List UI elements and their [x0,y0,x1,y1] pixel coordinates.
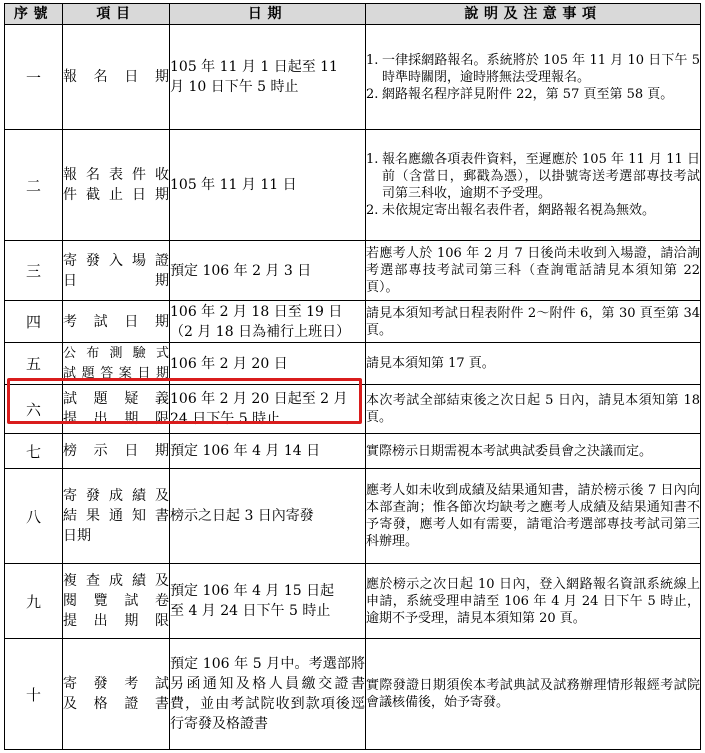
row-item [63,434,170,469]
row-date [170,343,366,385]
date-line: 預定 106 年 4 月 14 日 [170,443,321,459]
header-date: 日期 [170,4,366,25]
table-row [5,343,701,385]
row-item [63,469,170,564]
note-text: 本次考試全部結束後之次日起 5 日內，請見本須知第 18 頁。 [366,393,700,425]
date-line: 至 4 月 24 日下午 5 時止 [170,603,331,619]
note-item: 2. 未依規定寄出報名表件者，網路報名視為無效。 [366,203,656,218]
item-line: 寄發成績及 [63,488,169,504]
note-text: 應於榜示之次日起 10 日內，登入網路報名資訊系統線上申請，系統受理申請至 106 年 4 月 24 日下午 5 時止，逾期不予受理，請見本須知第 20 頁。 [366,576,700,626]
row-note [366,385,701,434]
row-date [170,469,366,564]
date-line: （2 月 18 日為補行上班日） [170,323,351,340]
note-item: 1. 一律採網路報名。系統將於 105 年 11 月 10 日下午 5 時準時關閉，逾時將無法受理報名。 [366,52,700,85]
header-note: 說明及注意事項 [366,4,701,25]
note-text: 若應考人於 106 年 2 月 7 日後尚未收到入場證，請洽詢考選部專技考試司第三科（查詢電話請見本須知第 22 頁）。 [366,246,700,295]
table-row [5,564,701,639]
row-note [366,130,701,241]
row-date [170,385,366,434]
note-text: 實際榜示日期需視本考試典試委員會之決議而定。 [366,443,653,459]
table-row [5,301,701,343]
item-line: 報名表件收 [63,167,169,183]
row-date [170,564,366,639]
row-item [63,25,170,130]
item-line: 閱覽試卷 [63,593,169,609]
exam-schedule-table [4,3,701,750]
table-row [5,469,701,564]
date-line: 月 10 日下午 5 時止 [170,79,299,95]
row-seq: 三 [5,241,63,301]
row-date [170,25,366,130]
item-line: 及格證書 [63,696,169,712]
item-line: 日期 [63,528,91,544]
date-line: 106 年 2 月 18 日至 19 日 [170,303,343,320]
row-item [63,639,170,750]
table-header-row [5,4,701,25]
row-item [63,130,170,241]
row-note [366,564,701,639]
item-line: 寄發考試 [63,676,169,692]
row-seq: 二 [5,130,63,241]
row-note [366,639,701,750]
row-item [63,385,170,434]
row-date [170,434,366,469]
table-row [5,130,701,241]
date-line: 預定 106 年 4 月 15 日起 [170,583,335,599]
item-line: 公布測驗式 [63,345,169,361]
row-item [63,301,170,343]
note-text: 請見本須知第 17 頁。 [366,356,495,371]
row-note [366,241,701,301]
note-text: 實際發證日期須俟本考試典試及試務辦理情形報經考試院會議核備後，始予寄發。 [366,678,700,710]
date-line: 預定 106 年 2 月 3 日 [170,262,312,279]
row-item [63,241,170,301]
item-line: 寄發入場證 [63,252,169,269]
row-date [170,241,366,301]
row-item [63,564,170,639]
row-seq: 七 [5,434,63,469]
item-line: 榜示日期 [63,443,169,459]
note-text: 請見本須知考試日程表附件 2～附件 6，第 30 頁至第 34 頁。 [366,305,700,338]
row-seq: 五 [5,343,63,385]
item-line: 複查成績及 [63,573,169,589]
note-text: 應考人如未收到成績及結果通知書，請於榜示後 7 日內向本部查詢；惟各節次均缺考之應考人成績及結果通知書不予寄發，應考人如有需要，請電洽考選部專技考試司第三科辦理。 [366,483,700,549]
date-line: 105 年 11 月 1 日起至 11 [170,59,338,75]
item-line: 日 期 [63,272,169,289]
date-line: 24 日下午 5 時止 [170,411,281,427]
note-item: 1. 報名應繳各項表件資料，至遲應於 105 年 11 月 11 日前（含當日，郵戳為憑），以掛號寄送考選部專技考試司第三科收，逾期不予受理。 [366,152,700,201]
row-date [170,639,366,750]
row-seq: 四 [5,301,63,343]
item-line: 提出期限 [63,613,169,629]
date-line: 榜示之日起 3 日內寄發 [170,508,314,524]
item-line: 試題答案日期 [63,365,169,381]
item-line: 件截止日期 [63,187,169,203]
table-row [5,25,701,130]
item-line: 試題疑義 [63,391,169,407]
item-line: 報名日期 [63,69,169,85]
row-seq: 九 [5,564,63,639]
row-note [366,301,701,343]
date-line: 106 年 2 月 20 日 [170,355,288,372]
row-date [170,301,366,343]
item-line: 提出期限 [63,411,169,427]
date-line: 預定 106 年 5 月中。考選部將另函通知及格人員繳交證書費，並由考試院收到款項後逕行寄發及格證書 [170,656,365,732]
date-line: 105 年 11 月 11 日 [170,177,297,193]
note-item: 2. 網路報名程序詳見附件 22，第 57 頁至第 58 頁。 [366,86,674,102]
header-item: 項目 [63,4,170,25]
row-date [170,130,366,241]
row-seq: 六 [5,385,63,434]
row-note [366,469,701,564]
table-row [5,241,701,301]
table-row [5,434,701,469]
row-seq: 十 [5,639,63,750]
table-row [5,385,701,434]
date-line: 106 年 2 月 20 日起至 2 月 [170,391,348,407]
header-seq: 序號 [5,4,63,25]
row-seq: 一 [5,25,63,130]
item-line: 考試日期 [63,313,169,330]
row-seq: 八 [5,469,63,564]
row-note [366,25,701,130]
row-note [366,343,701,385]
item-line: 結果通知書 [63,508,169,524]
row-note [366,434,701,469]
table-row [5,639,701,750]
row-item [63,343,170,385]
